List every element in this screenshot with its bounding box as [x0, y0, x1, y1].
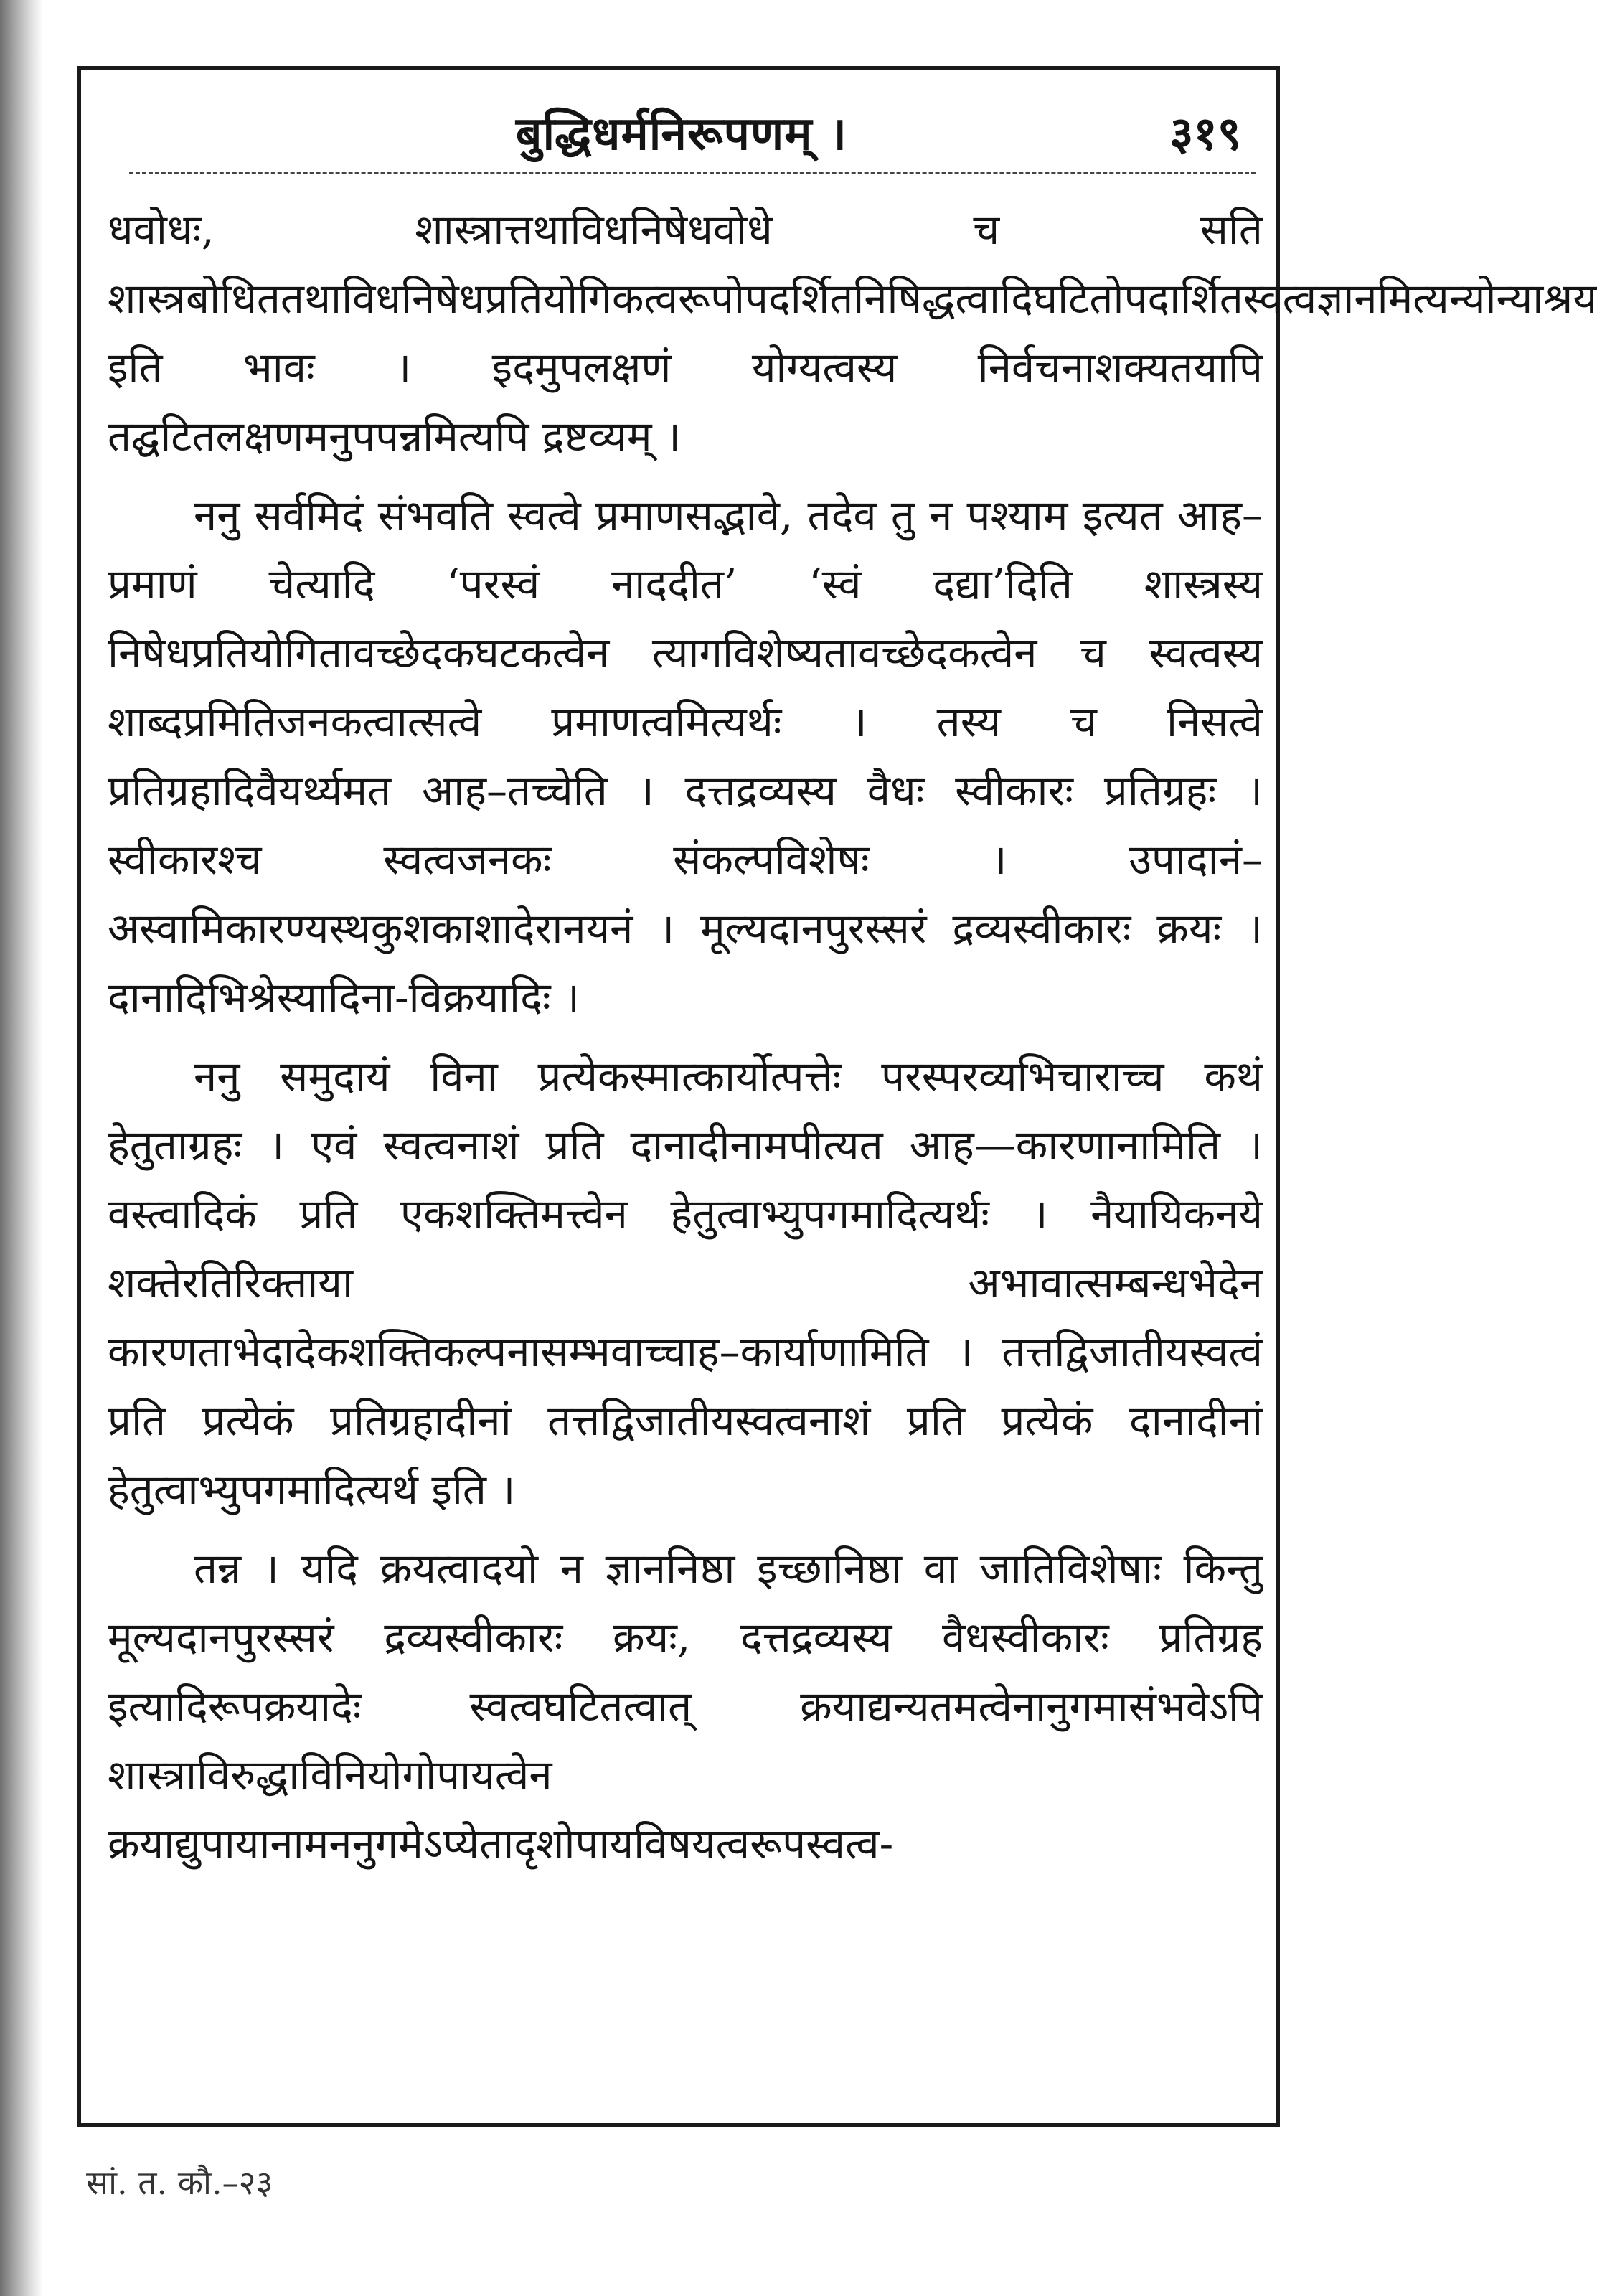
page-number: ३१९ [1169, 107, 1241, 161]
paragraph-3: ननु समुदायं विना प्रत्येकस्मात्कार्योत्पत्तेः परस्परव्यभिचाराच्च कथं हेतुताग्रहः । एवं स्वत्वनाशं प्रति दानादीनामपीत्यत आह—कारणानामिति । वस्त्वादिकं प्रति एकशक्तिमत्त्वेन हेतुत्वाभ्युपगमादित्यर्थः । नैयायिकनये शक्तेरतिरिक्ताया अभावात्सम्बन्धभेदेन कारणताभेदादेकशक्तिकल्पनासम्भवाच्चाह–कार्याणामिति । तत्तद्विजातीयस्वत्वं प्रति प्रत्येकं प्रतिग्रहादीनां तत्तद्विजातीयस्वत्वनाशं प्रति प्रत्येकं दानादीनां हेतुत्वाभ्युपगमादित्यर्थ इति । [108, 1052, 1263, 1514]
paragraph-2: ननु सर्वमिदं संभवति स्वत्वे प्रमाणसद्भावे, तदेव तु न पश्याम इत्यत आह–प्रमाणं चेत्यादि ‘परस्वं नाददीत’ ‘स्वं दद्या’दिति शास्त्रस्य निषेधप्रतियोगितावच्छेदकघटकत्वेन त्यागविशेष्यतावच्छेदकत्वेन च स्वत्वस्य शाब्दप्रमितिजनकत्वात्सत्वे प्रमाणत्वमित्यर्थः । तस्य च निसत्वे प्रतिग्रहादिवैयर्थ्यमत आह–तच्चेति । दत्तद्रव्यस्य वैधः स्वीकारः प्रतिग्रहः । स्वीकारश्च स्वत्वजनकः संकल्पविशेषः । उपादानं–अस्वामिकारण्यस्थकुशकाशादेरानयनं । मूल्यदानपुरस्सरं द्रव्यस्वीकारः क्रयः । दानादिभिश्रेस्यादिना-विक्रयादिः । [108, 491, 1263, 1022]
paragraph-1: धवोधः, शास्त्रात्तथाविधनिषेधवोधे च सति शास्त्रबोधिततथाविधनिषेधप्रतियोगिकत्वरूपोपदर्शितनिषिद्धत्वादिघटितोपदार्शितस्वत्वज्ञानमित्यन्योन्याश्रय इति भावः । इदमुपलक्षणं योग्यत्वस्य निर्वचनाशक्यतयापि तद्घटितलक्षणमनुपपन्नमित्यपि द्रष्टव्यम् । [108, 205, 1597, 461]
binding-shadow [0, 0, 43, 2296]
running-title: बुद्धिधर्मनिरूपणम् । [515, 107, 848, 161]
header-divider [129, 172, 1256, 174]
running-header [100, 100, 1263, 165]
paragraph-4: तन्न । यदि क्रयत्वादयो न ज्ञाननिष्ठा इच्छानिष्ठा वा जातिविशेषाः किन्तु मूल्यदानपुरस्सरं द्रव्यस्वीकारः क्रयः, दत्तद्रव्यस्य वैधस्वीकारः प्रतिग्रह इत्यादिरूपक्रयादेः स्वत्वघटितत्वात् क्रयाद्यन्यतमत्वेनानुगमासंभवेऽपि शास्त्राविरुद्धाविनियोगोपायत्वेन क्रयाद्युपायानामननुगमेऽप्येतादृशोपायविषयत्वरूपस्वत्व- [108, 1544, 1263, 1868]
body-text [108, 195, 1597, 2097]
signature-mark: सां. त. कौ.–२३ [86, 2163, 273, 2202]
